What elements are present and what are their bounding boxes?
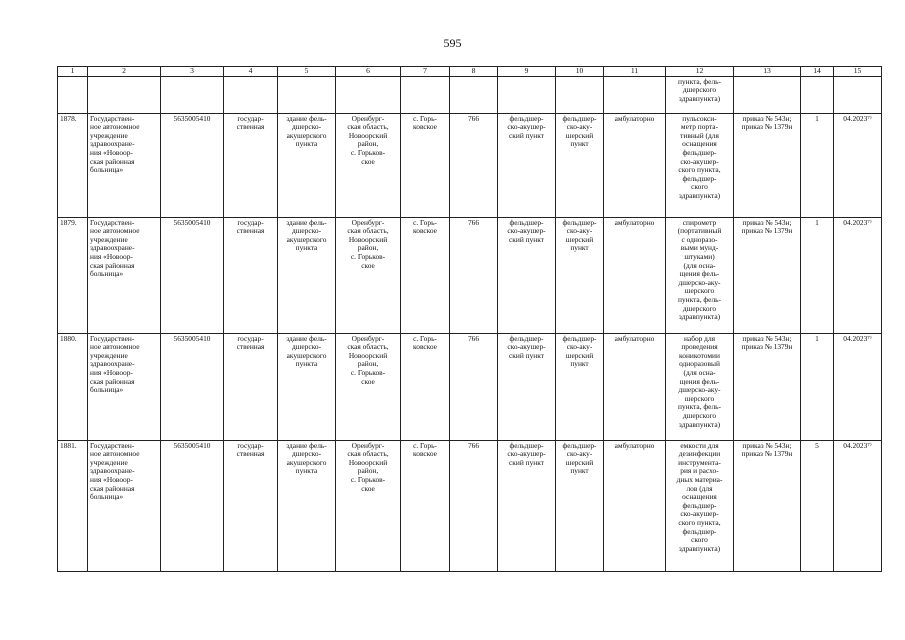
locality-cell: с. Горь- ковское: [401, 113, 450, 217]
column-number: 15: [834, 67, 882, 77]
locality-cell: с. Горь- ковское: [401, 217, 450, 333]
ownership-cell: государ- ственная: [224, 440, 278, 571]
unit-type-cell: фельдшер- ско-акушер- ский пункт: [498, 217, 556, 333]
organization-cell: Государствен- ное автономное учреждение здравоохране- ния «Новоор- ская районная больница»: [88, 333, 161, 440]
address-cell: Оренбург- ская область, Новоорский район, с. Горьков- ское: [336, 333, 401, 440]
unit-type-cell: фельдшер- ско-акушер- ский пункт: [498, 113, 556, 217]
column-number: 13: [734, 67, 801, 77]
column-number: 9: [498, 67, 556, 77]
code-cell: 5635005410: [161, 113, 224, 217]
table-row: [58, 440, 882, 571]
unit-type-cell: фельдшер- ско-аку- шерский пункт: [556, 440, 604, 571]
address-cell: Оренбург- ская область, Новоорский район, с. Горьков- ское: [336, 113, 401, 217]
date-cell: 04.2023⁷⁾: [834, 217, 882, 333]
organization-cell: Государствен- ное автономное учреждение здравоохране- ния «Новоор- ская районная больница»: [88, 113, 161, 217]
locality-cell: с. Горь- ковское: [401, 440, 450, 571]
code-cell: 5635005410: [161, 333, 224, 440]
column-number: 12: [666, 67, 734, 77]
care-type-cell: амбулаторно: [604, 217, 666, 333]
ownership-cell: государ- ственная: [224, 217, 278, 333]
building-cell: здание фель- дшерско- акушерского пункта: [278, 333, 336, 440]
row-number-cell: 1878.: [58, 113, 88, 217]
order-cell: приказ № 543н; приказ № 1379н: [734, 113, 801, 217]
date-cell: 04.2023⁷⁾: [834, 113, 882, 217]
column-number: 2: [88, 67, 161, 77]
column-number: 10: [556, 67, 604, 77]
care-type-cell: амбулаторно: [604, 333, 666, 440]
column-number: 4: [224, 67, 278, 77]
column-number: 14: [801, 67, 834, 77]
care-type-cell: амбулаторно: [604, 440, 666, 571]
date-cell: 04.2023⁷⁾: [834, 333, 882, 440]
column-number: 3: [161, 67, 224, 77]
column-number: 11: [604, 67, 666, 77]
care-type-cell: амбулаторно: [604, 113, 666, 217]
organization-cell: Государствен- ное автономное учреждение здравоохране- ния «Новоор- ская районная больница»: [88, 217, 161, 333]
building-cell: здание фель- дшерско- акушерского пункта: [278, 440, 336, 571]
quantity-cell: 1: [801, 113, 834, 217]
equipment-cell: пульсокси- метр порта- тивный (для оснащения фельдшер- ско-акушер- ского пункта, фельдшер- ского здравпункта): [666, 113, 734, 217]
column-number: 1: [58, 67, 88, 77]
column-number: 6: [336, 67, 401, 77]
count-cell: 766: [450, 113, 498, 217]
order-cell: приказ № 543н; приказ № 1379н: [734, 217, 801, 333]
equipment-cell: пункта, фель- дшерского здравпункта): [666, 76, 734, 113]
building-cell: здание фель- дшерско- акушерского пункта: [278, 217, 336, 333]
order-cell: приказ № 543н; приказ № 1379н: [734, 333, 801, 440]
row-number-cell: 1879.: [58, 217, 88, 333]
unit-type-cell: фельдшер- ско-акушер- ский пункт: [498, 440, 556, 571]
quantity-cell: 5: [801, 440, 834, 571]
code-cell: 5635005410: [161, 217, 224, 333]
quantity-cell: 1: [801, 333, 834, 440]
unit-type-cell: фельдшер- ско-аку- шерский пункт: [556, 113, 604, 217]
building-cell: здание фель- дшерско- акушерского пункта: [278, 113, 336, 217]
table-row: [58, 333, 882, 440]
column-number: 8: [450, 67, 498, 77]
address-cell: Оренбург- ская область, Новоорский район, с. Горьков- ское: [336, 440, 401, 571]
date-cell: 04.2023⁷⁾: [834, 440, 882, 571]
organization-cell: Государствен- ное автономное учреждение здравоохране- ния «Новоор- ская районная больница»: [88, 440, 161, 571]
order-cell: приказ № 543н; приказ № 1379н: [734, 440, 801, 571]
locality-cell: с. Горь- ковское: [401, 333, 450, 440]
equipment-cell: набор для проведения коникотомии одноразовый (для осна- щения фель- дшерско-аку- шерского пункта, фель- дшерского здравпункта): [666, 333, 734, 440]
row-number-cell: 1880.: [58, 333, 88, 440]
table-row: [58, 217, 882, 333]
unit-type-cell: фельдшер- ско-аку- шерский пункт: [556, 333, 604, 440]
page-number: 595: [443, 36, 462, 50]
unit-type-cell: фельдшер- ско-аку- шерский пункт: [556, 217, 604, 333]
registry-table: [57, 66, 882, 572]
continuation-row: [58, 76, 882, 113]
count-cell: 766: [450, 333, 498, 440]
equipment-cell: спирометр (портативный с одноразо- выми мунд- штуками) (для осна- щения фель- дшерско-аку- шерского пункта, фель- дшерского здравпункта): [666, 217, 734, 333]
address-cell: Оренбург- ская область, Новоорский район, с. Горьков- ское: [336, 217, 401, 333]
unit-type-cell: фельдшер- ско-акушер- ский пункт: [498, 333, 556, 440]
quantity-cell: 1: [801, 217, 834, 333]
code-cell: 5635005410: [161, 440, 224, 571]
table-row: [58, 113, 882, 217]
column-number: 7: [401, 67, 450, 77]
row-number-cell: 1881.: [58, 440, 88, 571]
column-number: 5: [278, 67, 336, 77]
ownership-cell: государ- ственная: [224, 113, 278, 217]
equipment-cell: емкости для дезинфекции инструмента- рия и расхо- дных материа- лов (для оснащения фельдшер- ско-акушер- ского пункта, фельдшер- ского здравпункта): [666, 440, 734, 571]
count-cell: 766: [450, 440, 498, 571]
count-cell: 766: [450, 217, 498, 333]
column-number-row: [58, 67, 882, 77]
ownership-cell: государ- ственная: [224, 333, 278, 440]
